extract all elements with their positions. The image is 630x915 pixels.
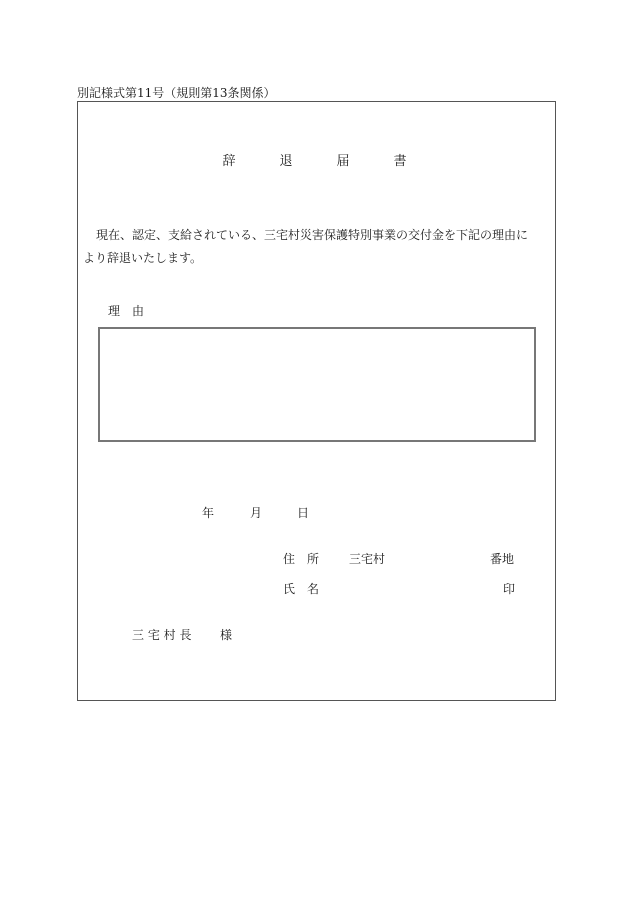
body-text-line-2: より辞退いたします。 [83, 251, 203, 265]
resignation-form [77, 101, 556, 701]
title-char: 書 [393, 154, 411, 169]
address-suffix: 番地 [490, 552, 515, 566]
reason-input-box[interactable] [98, 327, 536, 442]
address-village: 三宅村 [349, 552, 386, 566]
document-title [78, 150, 555, 169]
body-text-line-1: 現在、認定、支給されている、三宅村災害保護特別事業の交付金を下記の理由に [96, 228, 529, 242]
title-char: 退 [279, 154, 297, 169]
title-char: 辞 [222, 154, 240, 169]
date-day: 日 [297, 506, 310, 520]
addressee-honorific: 様 [220, 628, 233, 642]
date-year: 年 [202, 506, 215, 520]
addressee-name: 三 宅 村 長 [132, 628, 192, 642]
form-number-label: 別記様式第11号（規則第13条関係） [77, 86, 276, 100]
seal-mark: 印 [503, 582, 516, 596]
address-label: 住 所 [283, 552, 320, 566]
reason-label: 理 由 [108, 304, 145, 318]
title-char: 届 [336, 154, 354, 169]
name-label: 氏 名 [283, 582, 320, 596]
date-month: 月 [250, 506, 263, 520]
